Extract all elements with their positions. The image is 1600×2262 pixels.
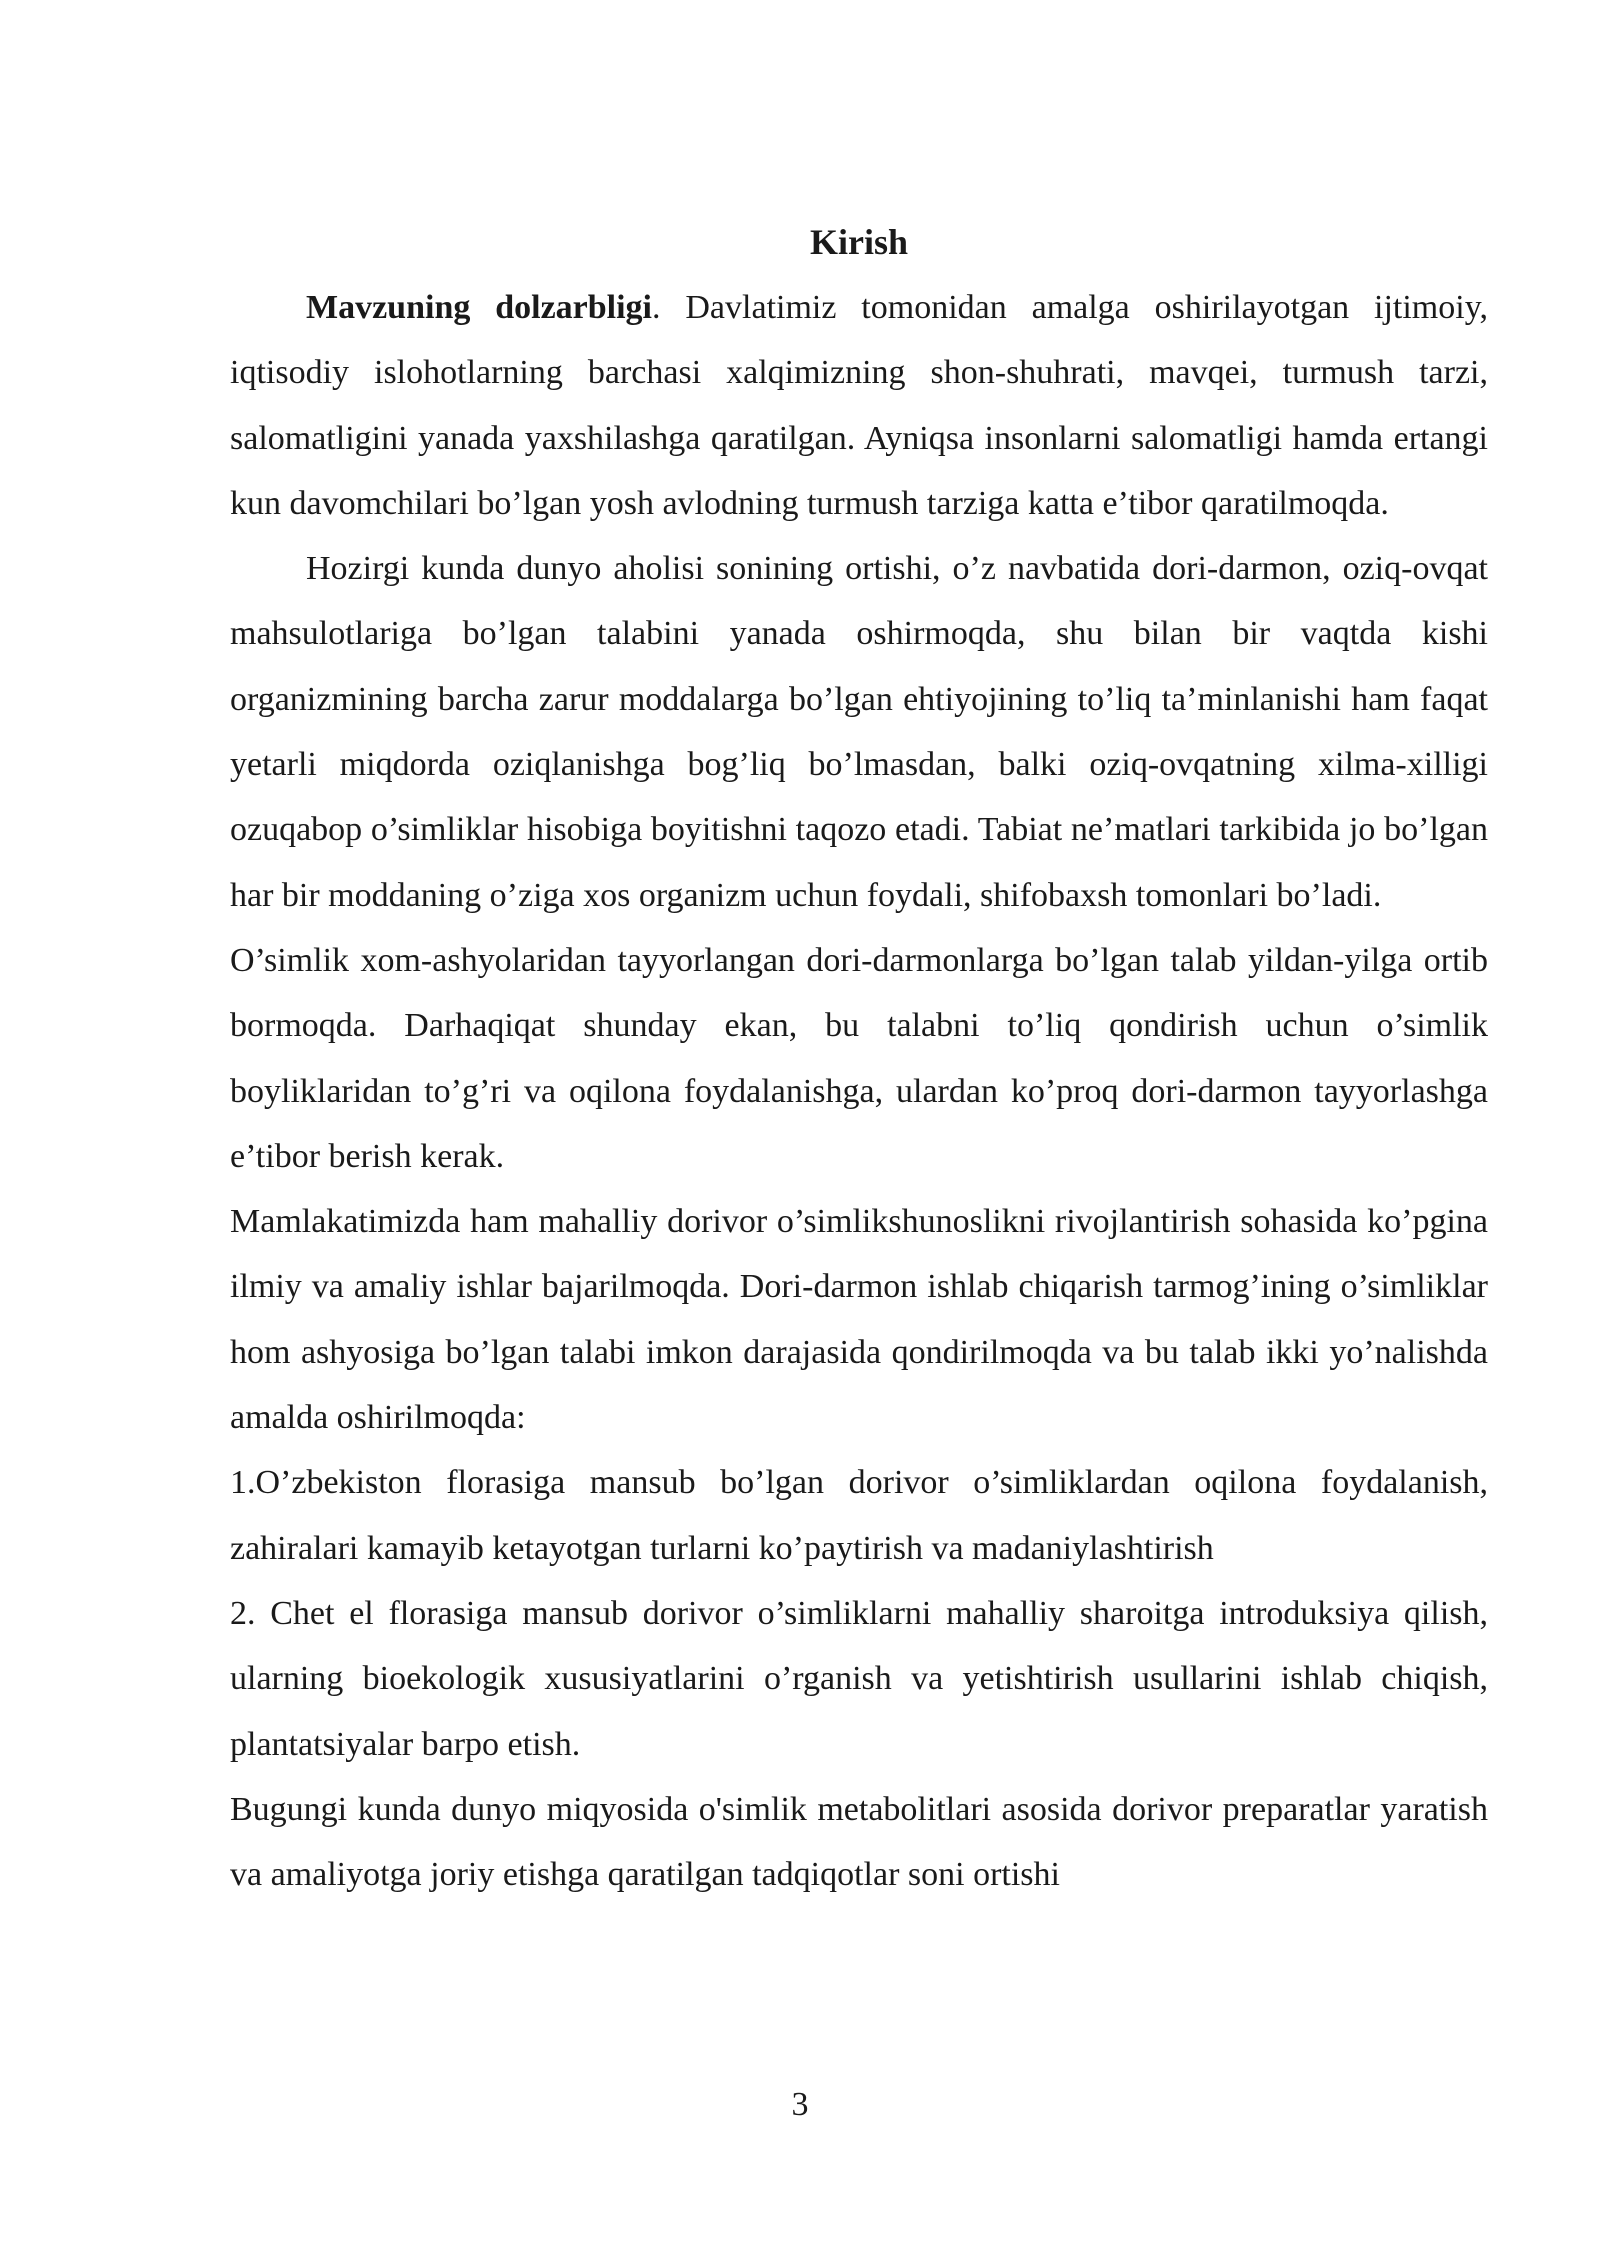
list-item-2: 2. Chet el florasiga mansub dorivor o’simliklarni mahalliy sharoitga introduksiya qilish, ularning bioekologik xususiyatlarini o’rganish va yetishtirish usullarini ishlab chiqish, plantatsiyalar barpo etish. <box>230 1594 1488 1763</box>
intro-paragraph <box>230 275 1488 536</box>
intro-text: . Davlatimiz tomonidan amalga oshirilayotgan ijtimoiy, iqtisodiy islohotlarning barchasi xalqimizning shon-shuhrati, mavqei, turmush tarzi, salomatligini yanada yaxshilashga qaratilgan. Ayniqsa insonlarni salomatligi hamda ertangi kun davomchilari bo’lgan yosh avlodning turmush tarziga katta e’tibor qaratilmoqda. <box>230 289 1488 522</box>
list-item-1: 1.O’zbekiston florasiga mansub bo’lgan dorivor o’simliklardan oqilona foydalanish, zahiralari kamayib ketayotgan turlarni ko’paytirish va madaniylashtirish <box>230 1464 1488 1567</box>
paragraph-population: Hozirgi kunda dunyo aholisi sonining ortishi, o’z navbatida dori-darmon, oziq-ovqat mahsulotlariga bo’lgan talabini yanada oshirmoqda, shu bilan bir vaqtda kishi organizmining barcha zarur moddalarga bo’lgan ehtiyojining to’liq ta’minlanishi ham faqat yetarli miqdorda oziqlanishga bog’liq bo’lmasdan, balki oziq-ovqatning xilma-xilligi ozuqabop o’simliklar hisobiga boyitishni taqozo etadi. Tabiat ne’matlari tarkibida jo bo’lgan har bir moddaning o’ziga xos organizm uchun foydali, shifobaxsh tomonlari bo’ladi. <box>230 550 1488 914</box>
document-page <box>230 210 1488 1907</box>
paragraph-demand: O’simlik xom-ashyolaridan tayyorlangan dori-darmonlarga bo’lgan talab yildan-yilga ortib bormoqda. Darhaqiqat shunday ekan, bu talabni to’liq qondirish uchun o’simlik boyliklaridan to’g’ri va oqilona foydalanishga, ulardan ko’proq dori-darmon tayyorlashga e’tibor berish kerak. <box>230 941 1488 1175</box>
intro-lead: Mavzuning dolzarbligi <box>306 289 653 326</box>
paragraph-domestic: Mamlakatimizda ham mahalliy dorivor o’simlikshunoslikni rivojlantirish sohasida ko’pgina ilmiy va amaliy ishlar bajarilmoqda. Dori-darmon ishlab chiqarish tarmog’ining o’simliklar hom ashyosiga bo’lgan talabi imkon darajasida qondirilmoqda va bu talab ikki yo’nalishda amalda oshirilmoqda: <box>230 1203 1488 1437</box>
document-title: Kirish <box>809 222 908 262</box>
paragraph-metabolites: Bugungi kunda dunyo miqyosida o'simlik metabolitlari asosida dorivor preparatlar yaratish va amaliyotga joriy etishga qaratilgan tadqiqotlar soni ortishi <box>230 1790 1488 1894</box>
page-number: 3 <box>791 2086 809 2123</box>
